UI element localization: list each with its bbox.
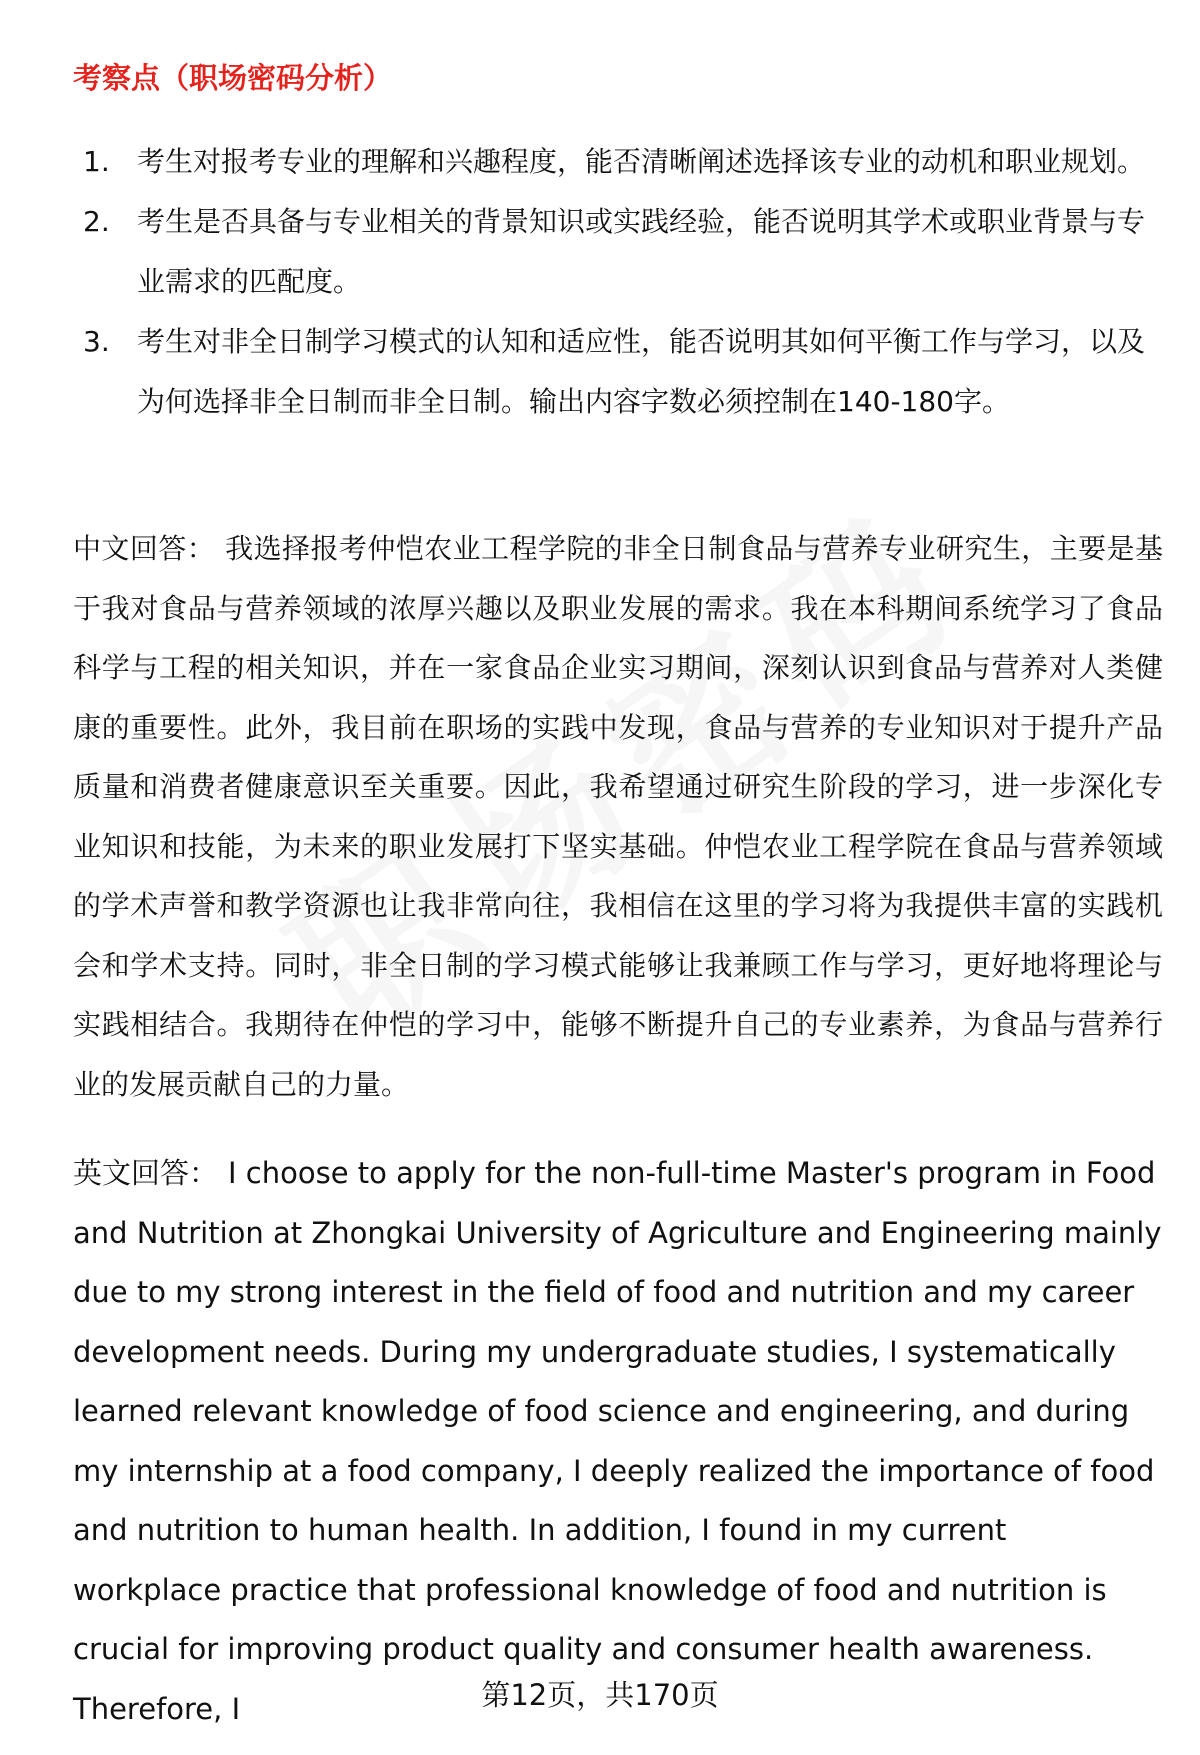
page-number-footer: 第12页，共170页 bbox=[481, 1678, 719, 1712]
list-item-number: 3. bbox=[83, 325, 110, 358]
list-item-text: 考生对非全日制学习模式的认知和适应性，能否说明其如何平衡工作与学习，以及为何选择非全日制而非全日制。输出内容字数必须控制在140-180字。 bbox=[137, 325, 1146, 418]
chinese-answer-label: 中文回答： bbox=[73, 532, 216, 565]
list-item-text: 考生对报考专业的理解和兴趣程度，能否清晰阐述选择该专业的动机和职业规划。 bbox=[137, 145, 1146, 178]
chinese-answer-paragraph bbox=[73, 519, 1163, 1114]
assessment-points-list bbox=[73, 132, 1163, 432]
list-item bbox=[73, 192, 1163, 312]
chinese-answer-text: 我选择报考仲恺农业工程学院的非全日制食品与营养专业研究生，主要是基于我对食品与营养领域的浓厚兴趣以及职业发展的需求。我在本科期间系统学习了食品科学与工程的相关知识，并在一家食品企业实习期间，深刻认识到食品与营养对人类健康的重要性。此外，我目前在职场的实践中发现，食品与营养的专业知识对于提升产品质量和消费者健康意识至关重要。因此，我希望通过研究生阶段的学习，进一步深化专业知识和技能，为未来的职业发展打下坚实基础。仲恺农业工程学院在食品与营养领域的学术声誉和教学资源也让我非常向往，我相信在这里的学习将为我提供丰富的实践机会和学术支持。同时，非全日制的学习模式能够让我兼顾工作与学习，更好地将理论与实践相结合。我期待在仲恺的学习中，能够不断提升自己的专业素养，为食品与营养行业的发展贡献自己的力量。 bbox=[73, 532, 1163, 1101]
list-item-number: 2. bbox=[83, 205, 110, 238]
list-item-number: 1. bbox=[83, 145, 110, 178]
list-item bbox=[73, 312, 1163, 432]
list-item bbox=[73, 132, 1163, 192]
section-heading: 考察点（职场密码分析） bbox=[73, 61, 393, 95]
english-answer-paragraph bbox=[73, 1144, 1163, 1739]
list-item-text: 考生是否具备与专业相关的背景知识或实践经验，能否说明其学术或职业背景与专业需求的匹配度。 bbox=[137, 205, 1146, 298]
english-answer-text: I choose to apply for the non-full-time Master's program in Food and Nutrition at Zhongkai University of Agriculture and Engineering mainly due to my strong interest in the field of food and nutrition and my career development needs. During my undergraduate studies, I systematically learned relevant knowledge of food science and engineering, and during my internship at a food company, I deeply realized the importance of food and nutrition to human health. In addition, I found in my current workplace practice that professional knowledge of food and nutrition is crucial for improving product quality and consumer health awareness. Therefore, I bbox=[73, 1156, 1162, 1726]
english-answer-label: 英文回答： bbox=[73, 1156, 219, 1190]
